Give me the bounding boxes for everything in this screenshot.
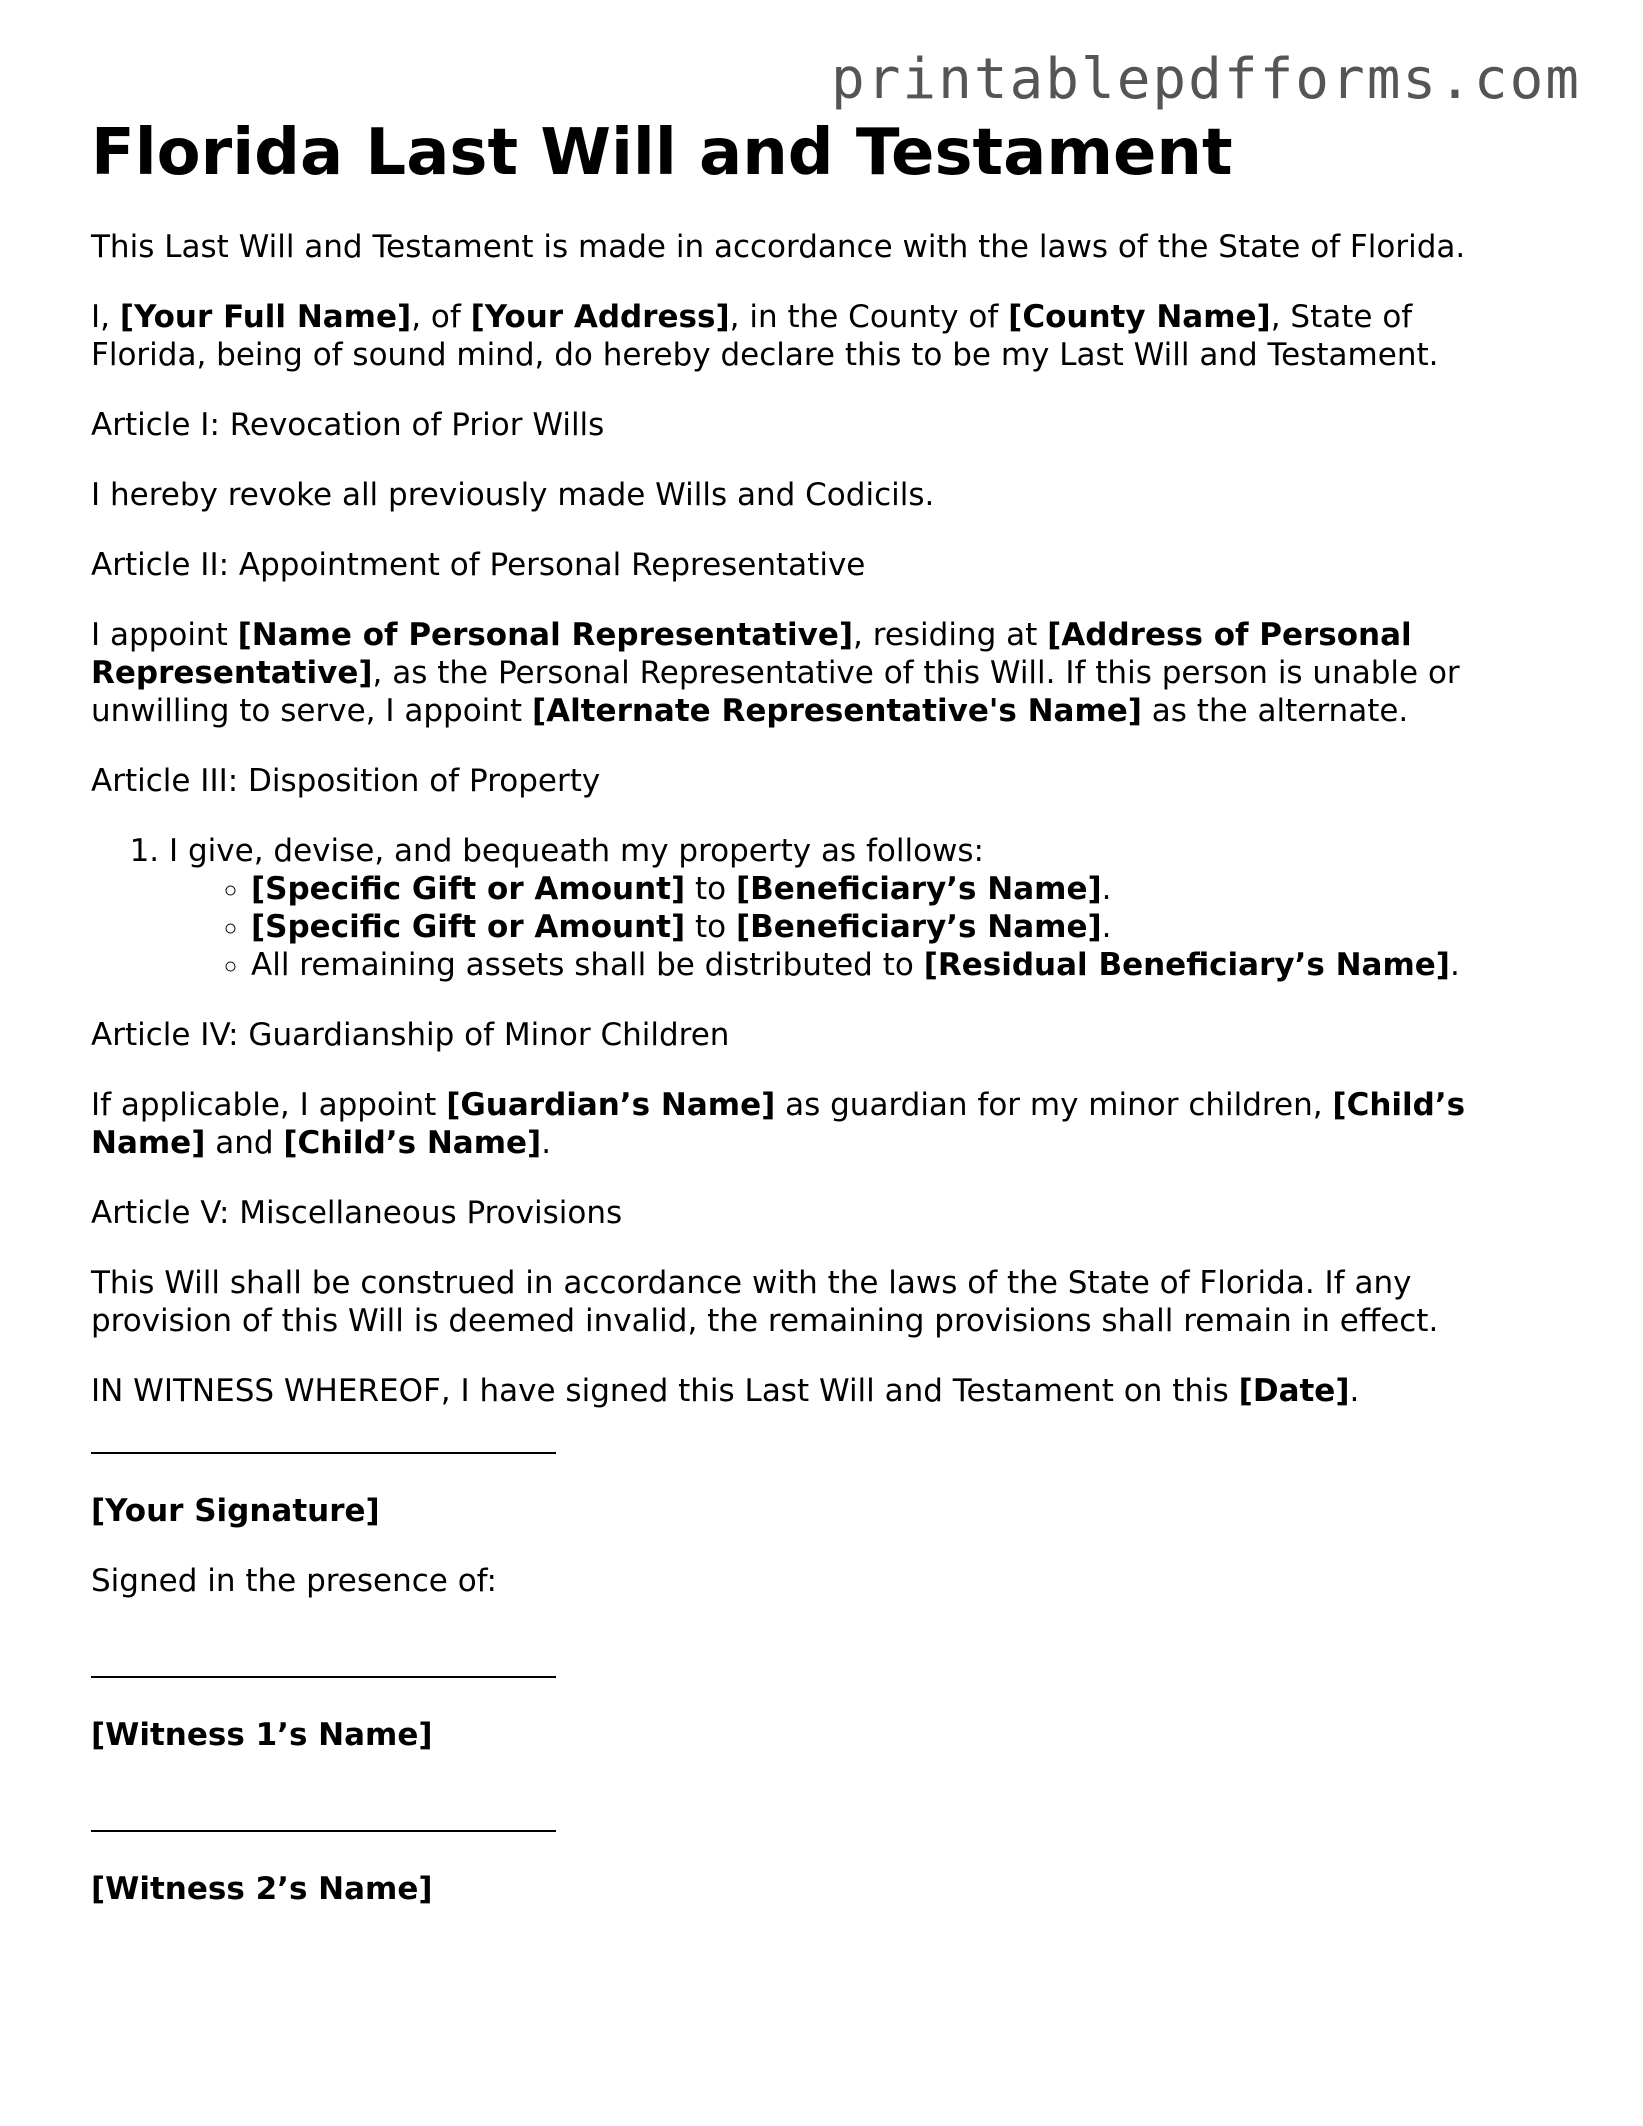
your-full-name-field: [Your Full Name] (119, 299, 412, 336)
article-2-heading: Article II: Appointment of Personal Representative (91, 547, 866, 584)
witness-clause: IN WITNESS WHEREOF, I have signed this Last Will and Testament on this [Date]. (91, 1373, 1360, 1410)
property-list (91, 832, 1511, 984)
alternate-representative-field: [Alternate Representative's Name] (531, 693, 1142, 730)
witness-1-label: [Witness 1’s Name] (91, 1717, 433, 1754)
article-4-heading: Article IV: Guardianship of Minor Children (91, 1017, 730, 1054)
county-name-field: [County Name] (1008, 299, 1271, 336)
property-list-item: 1. I give, devise, and bequeath my property as follows: ◦ [Specific Gift or Amount] to [Beneficiary’s Name]. ◦ [Specific Gift or Amount] to [Beneficiary’s Name]. ◦ All remaining assets shall be distributed to [Residual Beneficiary’s Name]. (169, 832, 1511, 984)
intro-paragraph: This Last Will and Testament is made in accordance with the laws of the State of Florida. (91, 229, 1466, 266)
witness-2-signature-line[interactable] (91, 1828, 556, 1832)
document-title: Florida Last Will and Testament (91, 116, 1233, 190)
child-name-field: [Child’s Name] (283, 1125, 542, 1162)
declaration-paragraph: I, [Your Full Name], of [Your Address], in the County of [County Name], State of Florida, being of sound mind, do hereby declare this to be my Last Will and Testament. (91, 299, 1439, 374)
guardian-name-field: [Guardian’s Name] (446, 1087, 776, 1124)
presence-text: Signed in the presence of: (91, 1563, 497, 1600)
child-name-field: [Child’s Name] (91, 1087, 1466, 1162)
witness-2-label: [Witness 2’s Name] (91, 1871, 433, 1908)
witness-1-signature-line[interactable] (91, 1674, 556, 1678)
article-1-heading: Article I: Revocation of Prior Wills (91, 407, 605, 444)
watermark: printablepdfforms.com (830, 47, 1581, 112)
personal-representative-address-field: [Address of Personal Representative] (91, 617, 1412, 692)
signature-block (91, 1450, 1511, 1908)
your-signature-label: [Your Signature] (91, 1493, 380, 1530)
article-1-text: I hereby revoke all previously made Wills and Codicils. (91, 477, 935, 514)
gift-item: ◦ [Specific Gift or Amount] to [Beneficiary’s Name]. (251, 870, 1511, 908)
article-5-heading: Article V: Miscellaneous Provisions (91, 1195, 623, 1232)
article-3-heading: Article III: Disposition of Property (91, 763, 601, 800)
your-signature-line[interactable] (91, 1450, 556, 1454)
date-field: [Date] (1238, 1373, 1350, 1410)
article-4-text: If applicable, I appoint [Guardian’s Name] as guardian for my minor children, [Child’s Name] and [Child’s Name]. (91, 1087, 1466, 1162)
document-page (91, 118, 1511, 1940)
residual-gift-item: ◦ All remaining assets shall be distributed to [Residual Beneficiary’s Name]. (251, 946, 1511, 984)
your-address-field: [Your Address] (470, 299, 730, 336)
article-2-text: I appoint [Name of Personal Representative], residing at [Address of Personal Representative], as the Personal Representative of this Will. If this person is unable or unwilling to serve, I appoint [Alternate Representative's Name] as the alternate. (91, 617, 1460, 730)
article-5-text: This Will shall be construed in accordance with the laws of the State of Florida. If any provision of this Will is deemed invalid, the remaining provisions shall remain in effect. (91, 1265, 1439, 1340)
gift-item: ◦ [Specific Gift or Amount] to [Beneficiary’s Name]. (251, 908, 1511, 946)
personal-representative-name-field: [Name of Personal Representative] (237, 617, 854, 654)
gift-list (169, 870, 1511, 984)
